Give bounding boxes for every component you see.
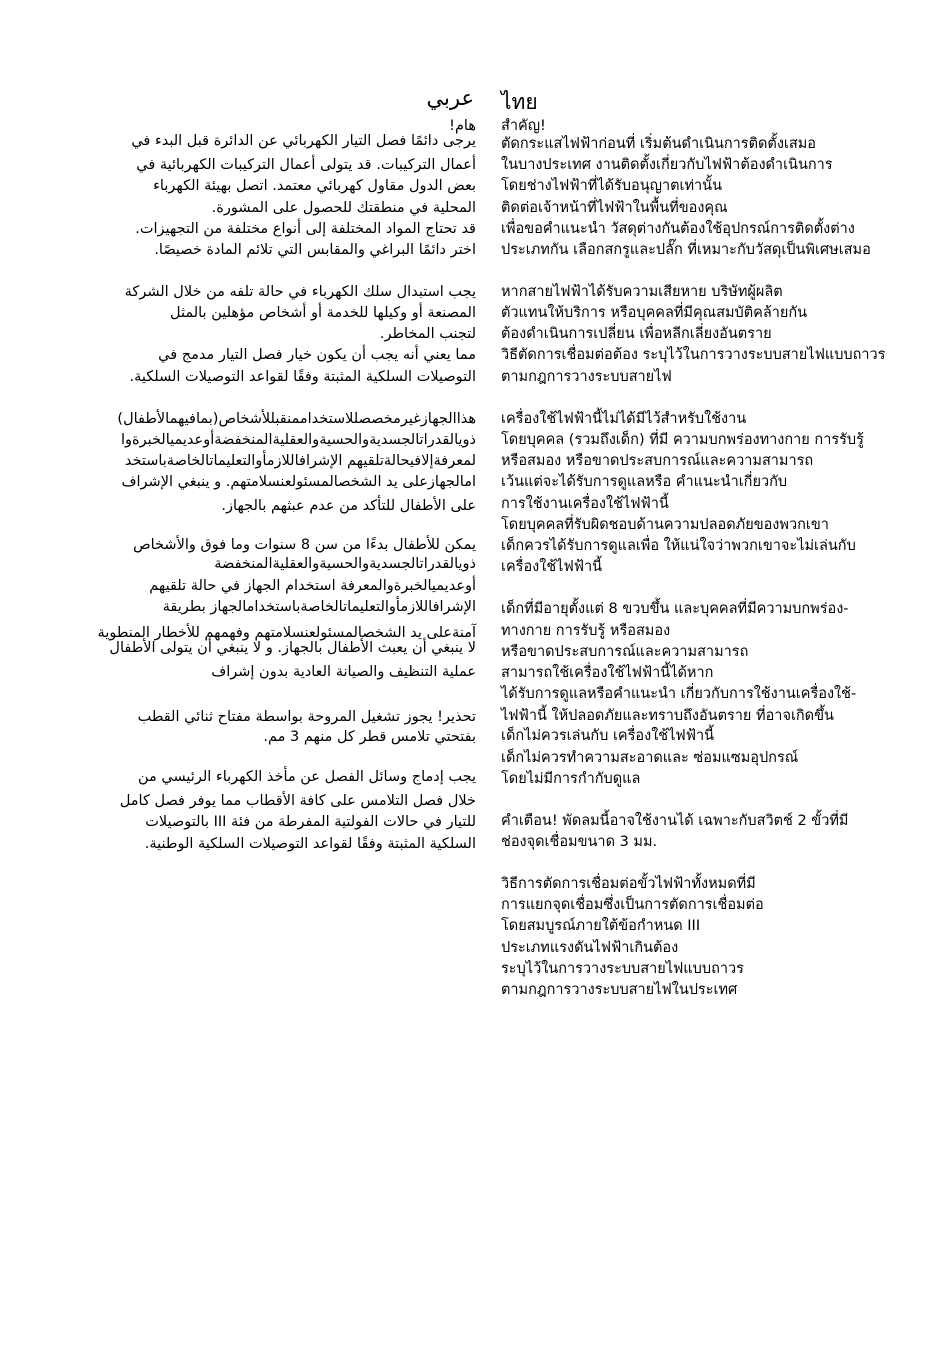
arabic-text-line: قد تحتاج المواد المختلفة إلى أنواع مختلفة من التجهيزات. [135,221,476,237]
thai-heading: ไทย [501,90,538,114]
arabic-text-line: عملية التنظيف والصيانة العادية بدون إشراف [211,664,476,680]
thai-text-line: วิธีการตัดการเชื่อมต่อขั้วไฟฟ้าทั้งหมดที่มี [501,876,756,892]
arabic-text-line: للتيار في حالات الفولتية المفرطة من فئة III بالتوصيلات [145,814,476,830]
arabic-text-line: لمعرفةإلافيحالةتلقيهم الإشرافاللازمأوالتعليماتالخاصةباستخد [124,453,476,469]
thai-text-line: โดยไม่มีการกำกับดูแล [501,771,641,787]
arabic-text-line: السلكية المثبتة وفقًا لقواعد التوصيلات السلكية الوطنية. [144,836,476,852]
thai-text-line: ติดต่อเจ้าหน้าที่ไฟฟ้าในพื้นที่ของคุณ [501,200,728,216]
thai-text-line: ต้องดำเนินการเปลี่ยน เพื่อหลีกเลี่ยงอันตราย [501,326,772,342]
thai-text-line: เพื่อขอคำแนะนำ วัสดุต่างกันต้องใช้อุปกรณ์การติดตั้งต่าง [501,221,855,237]
thai-text-line: ตามกฎการวางระบบสายไฟ [501,369,672,385]
arabic-text-line: لتجنب المخاطر. [379,326,476,342]
thai-text-line: ในบางประเทศ งานติดตั้งเกี่ยวกับไฟฟ้าต้องดำเนินการ [501,157,833,173]
arabic-heading: عربي [426,86,474,110]
thai-text-line: ตามกฎการวางระบบสายไฟในประเทศ [501,982,738,998]
arabic-text-line: بفتحتي تلامس قطر كل منهم 3 مم. [263,729,476,745]
arabic-text-line: آمنةعلى يد الشخصالمسئولعنسلامتهم وفهمهم للأخطار المنطوية [97,625,476,641]
arabic-text-line: ذويالقدراتالجسديةوالحسيةوالعقليةالمنخفضة [214,556,476,572]
thai-text-line: ประเภทแรงดันไฟฟ้าเกินต้อง [501,940,679,956]
arabic-text-line: المصنعة أو وكيلها للخدمة أو أشخاص مؤهلين بالمثل [169,305,476,321]
arabic-text-line: أوعديميالخبرةوالمعرفة استخدام الجهاز في حالة تلقيهم [149,578,476,594]
thai-text-line: ตัดกระแสไฟฟ้าก่อนที่ เริ่มต้นดำเนินการติดตั้งเสมอ [501,136,816,152]
thai-text-line: เครื่องใช้ไฟฟ้านี้ [501,559,603,575]
thai-text-line: เครื่องใช้ไฟฟ้านี้ไม่ได้มีไว้สำหรับใช้งาน [501,411,747,427]
thai-text-line: ช่องจุดเชื่อมขนาด 3 มม. [501,834,658,850]
thai-text-line: ทางกาย การรับรู้ หรือสมอง [501,623,671,639]
thai-text-line: การแยกจุดเชื่อมซึ่งเป็นการตัดการเชื่อมต่อ [501,897,764,913]
thai-text-line: การใช้งานเครื่องใช้ไฟฟ้านี้ [501,496,669,512]
thai-text-line: หรือสมอง หรือขาดประสบการณ์และความสามารถ [501,453,814,469]
arabic-text-line: هام! [449,118,476,134]
thai-text-line: โดยบุคคลที่รับผิดชอบด้านความปลอดภัยของพวกเขา [501,517,829,533]
thai-text-line: ได้รับการดูแลหรือคำแนะนำ เกี่ยวกับการใช้งานเครื่องใช้- [501,686,857,702]
arabic-text-line: أعمال التركيبات. قد يتولى أعمال التركيبات الكهربائية في [136,157,476,173]
arabic-text-line: امالجهازعلى يد الشخصالمسئولعنسلامتهم. و ينبغي الإشراف [121,474,476,490]
thai-text-line: ระบุไว้ในการวางระบบสายไฟแบบถาวร [501,961,744,977]
thai-text-line: วิธีตัดการเชื่อมต่อต้อง ระบุไว้ในการวางระบบสายไฟแบบถาวร [501,347,886,363]
thai-text-line: เว้นแต่จะได้รับการดูแลหรือ คำแนะนำเกี่ยวกับ [501,474,788,490]
thai-text-line: เด็กที่มีอายุตั้งแต่ 8 ขวบขึ้น และบุคคลที่มีความบกพร่อง- [501,601,849,617]
arabic-text-line: اختر دائمًا البراغي والمقابس التي تلائم المادة خصيصًا. [154,242,476,258]
thai-text-line: คำเตือน! พัดลมนี้อาจใช้งานได้ เฉพาะกับสวิตช์ 2 ขั้วที่มี [501,813,849,829]
arabic-text-line: الإشرافاللازمأوالتعليماتالخاصةباستخدامالجهاز بطريقة [162,599,476,615]
arabic-text-line: المحلية في منطقتك للحصول على المشورة. [211,200,476,216]
thai-text-line: โดยสมบูรณ์ภายใต้ข้อกำหนด III [501,918,701,934]
thai-text-line: โดยบุคคล (รวมถึงเด็ก) ที่มี ความบกพร่องทางกาย การรับรู้ [501,432,864,448]
thai-text-line: เด็กไม่ควรทำความสะอาดและ ซ่อมแซมอุปกรณ์ [501,750,799,766]
arabic-text-line: خلال فصل التلامس على كافة الأقطاب مما يوفر فصل كامل [119,793,476,809]
arabic-text-line: يرجى دائمًا فصل التيار الكهربائي عن الدائرة قبل البدء في [131,133,476,149]
arabic-text-line: على الأطفال للتأكد من عدم عبثهم بالجهاز. [221,498,476,514]
thai-text-line: ตัวแทนให้บริการ หรือบุคคลที่มีคุณสมบัติคล้ายกัน [501,305,808,321]
thai-text-line: หรือขาดประสบการณ์และความสามารถ [501,644,749,660]
thai-text-line: เด็กควรได้รับการดูแลเพื่อ ให้แน่ใจว่าพวกเขาจะไม่เล่นกับ [501,538,856,554]
arabic-text-line: التوصيلات السلكية المثبتة وفقًا لقواعد التوصيلات السلكية. [129,369,476,385]
arabic-text-line: يجب استبدال سلك الكهرباء في حالة تلفه من خلال الشركة [124,284,476,300]
thai-text-line: สามารถใช้เครื่องใช้ไฟฟ้านี้ได้หาก [501,665,714,681]
thai-text-line: เด็กไม่ควรเล่นกับ เครื่องใช้ไฟฟ้านี้ [501,728,715,744]
thai-text-line: ไฟฟ้านี้ ให้ปลอดภัยและทราบถึงอันตราย ที่อาจเกิดขึ้น [501,708,834,724]
arabic-text-line: لا ينبغي أن يعبث الأطفال بالجهاز. و لا ينبغي أن يتولى الأطفال [109,640,476,656]
thai-text-line: สำคัญ! [501,118,546,134]
thai-text-line: หากสายไฟฟ้าได้รับความเสียหาย บริษัทผู้ผลิต [501,284,783,300]
arabic-text-line: يمكن للأطفال بدءًا من سن 8 سنوات وما فوق والأشخاص [133,537,476,553]
arabic-text-line: مما يعني أنه يجب أن يكون خيار فصل التيار مدمج في [158,347,476,363]
thai-text-line: โดยช่างไฟฟ้าที่ได้รับอนุญาตเท่านั้น [501,178,723,194]
arabic-text-line: ذويالقدراتالجسديةوالحسيةوالعقليةالمنخفضةأوعديميالخبرةوا [120,432,476,448]
arabic-text-line: بعض الدول مقاول كهربائي معتمد. اتصل بهيئة الكهرباء [153,178,476,194]
arabic-text-line: تحذير! يجوز تشغيل المروحة بواسطة مفتاح ثنائي القطب [137,709,476,725]
thai-text-line: ประเภทกัน เลือกสกรูและปลั๊ก ที่เหมาะกับวัสดุเป็นพิเศษเสมอ [501,242,871,258]
arabic-text-line: يجب إدماج وسائل الفصل عن مأخذ الكهرباء الرئيسي من [137,769,476,785]
arabic-text-line: هذاالجهازغيرمخصصللاستخداممنقبللأشخاص(بمافيهمالأطفال) [117,411,476,427]
